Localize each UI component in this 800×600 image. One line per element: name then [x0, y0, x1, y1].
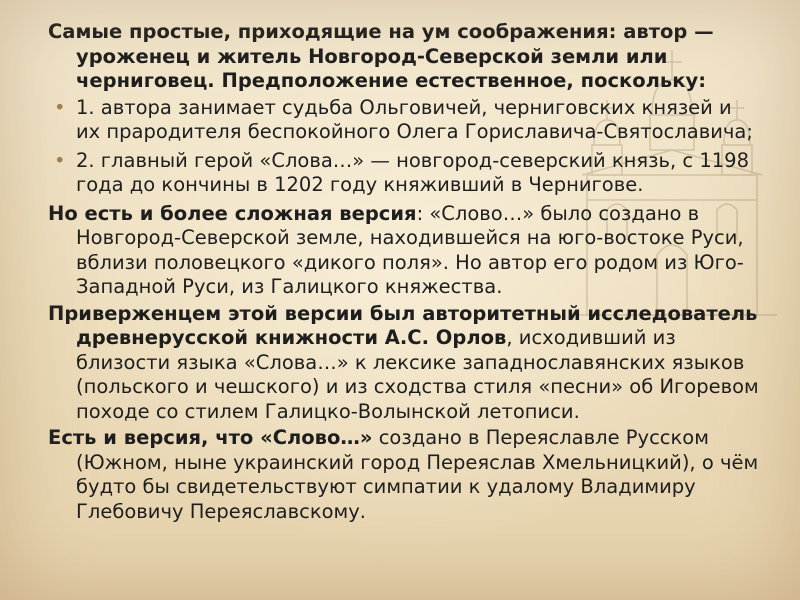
paragraph-text: создано в Переяславле Русском (Южном, ныне украинский город Переяслав Хмельницкий), о чём будто бы свидетельствуют симпатии к удалому Владимиру Глебовичу Переяславскому. — [76, 426, 759, 523]
paragraph-bold: Приверженцем этой версии был авторитетный исследователь древнерусской книжности А.С. Орлов — [48, 301, 758, 349]
paragraph-pereyaslavl-version — [48, 426, 760, 524]
bullet-icon: • — [54, 95, 66, 119]
paragraph-text: : «Слово…» было создано в Новгород-Северской земле, находившейся на юго-востоке Руси, вблизи половецкого «дикого поля». Но автор его родом из Юго-Западной Руси, из Галицкого княжества. — [76, 201, 744, 298]
paragraph-text: , исходивший из близости языка «Слова…» к лексике западнославянских языков (польского и чешского) и из сходства стиля «песни» об Игоревом походе со стилем Галицко-Волынской летописи. — [76, 326, 759, 423]
intro-bold: Самые простые, приходящие на ум соображения: автор — уроженец и житель Новгород-Северской земли или черниговец. Предположение естественное, поскольку: — [48, 20, 714, 92]
bullet-icon: • — [54, 148, 66, 172]
intro-paragraph — [48, 20, 760, 94]
list-item — [48, 96, 760, 145]
paragraph-bold: Есть и версия, что «Слово…» — [48, 426, 373, 449]
list-item — [48, 149, 760, 198]
slide-content — [48, 20, 760, 526]
paragraph-complex-version — [48, 202, 760, 300]
list-item-text: 1. автора занимает судьба Ольговичей, черниговских князей и их прародителя беспокойного Олега Гориславича-Святославича; — [76, 95, 753, 143]
paragraph-bold: Но есть и более сложная версия — [48, 201, 417, 225]
list-item-text: 2. главный герой «Слова…» — новгород-северский князь, с 1198 года до кончины в 1202 году княживший в Чернигове. — [76, 148, 749, 196]
paragraph-orlov-version — [48, 302, 760, 425]
bullet-list — [48, 96, 760, 198]
